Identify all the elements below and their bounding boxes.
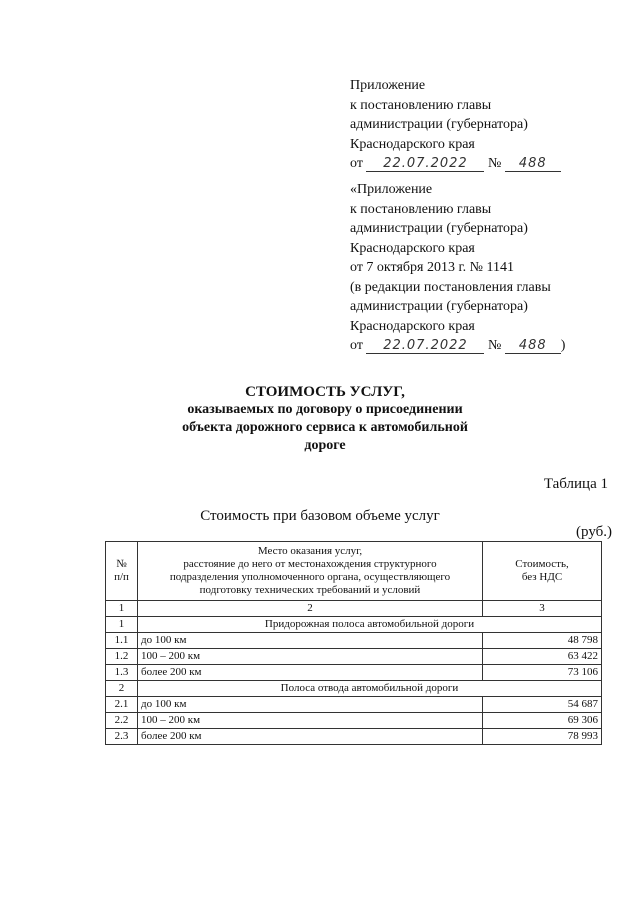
table-row (106, 713, 602, 729)
appendix-line: Краснодарского края (350, 318, 475, 334)
section-title: Полоса отвода автомобильной дороги (138, 681, 602, 697)
handwritten-date: 22.07.2022 (366, 338, 484, 354)
header-text: Стоимость, (515, 558, 569, 570)
title-subline: оказываемых по договору о присоединении (187, 402, 463, 417)
header-number-cell (106, 542, 138, 601)
appendix-line: к постановлению главы (350, 201, 492, 217)
document-title (140, 383, 510, 455)
table-cell: 3 (483, 601, 602, 617)
row-number: 2.1 (106, 697, 138, 713)
closing-paren: ) (560, 338, 566, 353)
section-row (106, 681, 602, 697)
appendix-line: «Приложение (350, 182, 433, 197)
row-place: 100 – 200 км (138, 713, 483, 729)
row-place: до 100 км (138, 633, 483, 649)
from-prefix: от (350, 338, 363, 353)
table-row (106, 697, 602, 713)
row-place: 100 – 200 км (138, 649, 483, 665)
row-place: более 200 км (138, 665, 483, 681)
appendix-date-line (350, 336, 565, 356)
row-place: до 100 км (138, 697, 483, 713)
row-cost: 69 306 (483, 713, 602, 729)
header-cost-cell (483, 542, 602, 601)
row-cost: 78 993 (483, 729, 602, 745)
appendix-line: (в редакции постановления главы (350, 279, 551, 295)
column-numbering-row (106, 601, 602, 617)
appendix-date-line (350, 154, 561, 174)
header-text: подготовку технических требований и условий (199, 584, 421, 596)
row-cost: 73 106 (483, 665, 602, 681)
title-main: СТОИМОСТЬ УСЛУГ, (245, 384, 405, 400)
row-number: 2.3 (106, 729, 138, 745)
handwritten-date: 22.07.2022 (366, 156, 484, 172)
header-text: без НДС (521, 571, 563, 583)
appendix-line: администрации (губернатора) (350, 299, 528, 314)
table-cell: 2 (138, 601, 483, 617)
appendix-header (350, 76, 561, 174)
title-subline: дороге (304, 438, 346, 453)
appendix-line: администрации (губернатора) (350, 117, 528, 132)
title-subline: объекта дорожного сервиса к автомобильной (182, 420, 468, 435)
row-cost: 54 687 (483, 697, 602, 713)
header-place-cell (138, 542, 483, 601)
row-number: 1.3 (106, 665, 138, 681)
table-row (106, 649, 602, 665)
section-number: 2 (106, 681, 138, 697)
section-row (106, 617, 602, 633)
row-cost: 63 422 (483, 649, 602, 665)
appendix-line: от 7 октября 2013 г. № 1141 (350, 260, 514, 275)
appendix-line: администрации (губернатора) (350, 221, 528, 236)
appendix-line: Краснодарского края (350, 136, 475, 152)
appendix-line: Приложение (350, 78, 426, 93)
appendix-line: к постановлению главы (350, 97, 492, 113)
unit-label: (руб.) (576, 524, 612, 540)
row-cost: 48 798 (483, 633, 602, 649)
original-appendix-header (350, 180, 565, 356)
handwritten-number: 488 (505, 338, 561, 354)
handwritten-number: 488 (505, 156, 561, 172)
table-row (106, 633, 602, 649)
header-text: п/п (114, 571, 129, 583)
table-row (106, 665, 602, 681)
header-text: расстояние до него от местонахождения структурного (183, 558, 437, 570)
row-place: более 200 км (138, 729, 483, 745)
section-number: 1 (106, 617, 138, 633)
table-label: Таблица 1 (543, 476, 608, 492)
from-prefix: от (350, 156, 363, 171)
table-row (106, 729, 602, 745)
row-number: 2.2 (106, 713, 138, 729)
appendix-line: Краснодарского края (350, 240, 475, 256)
header-text: подразделения уполномоченного органа, осуществляющего (169, 571, 451, 583)
table-caption: Стоимость при базовом объеме услуг (200, 508, 440, 524)
price-table (105, 541, 602, 745)
header-text: № (116, 558, 127, 570)
number-prefix: № (487, 156, 502, 171)
row-number: 1.1 (106, 633, 138, 649)
number-prefix: № (487, 338, 502, 353)
header-text: Место оказания услуг, (257, 545, 363, 557)
row-number: 1.2 (106, 649, 138, 665)
table-cell: 1 (106, 601, 138, 617)
table-header-row (106, 542, 602, 601)
section-title: Придорожная полоса автомобильной дороги (138, 617, 602, 633)
